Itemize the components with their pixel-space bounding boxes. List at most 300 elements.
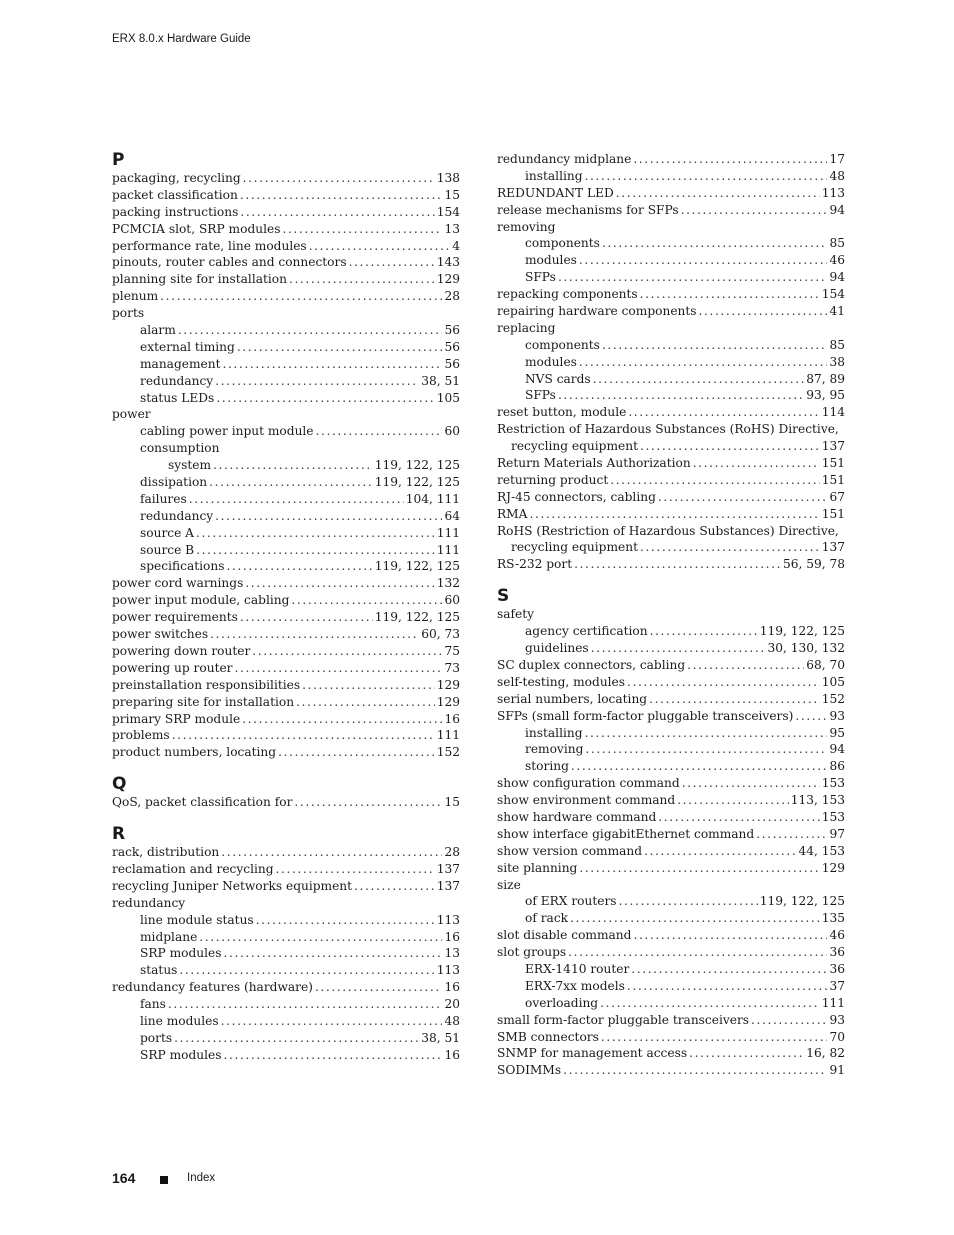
entry-term: performance rate, line modules	[112, 238, 307, 253]
index-subentry	[497, 269, 845, 286]
index-subentry	[497, 978, 845, 995]
footer-section-name: Index	[187, 1172, 216, 1184]
index-entry	[497, 944, 845, 961]
dot-leader	[256, 912, 435, 929]
entry-term: SNMP for management access	[497, 1046, 688, 1061]
index-column-right	[497, 151, 845, 1079]
entry-term: primary SRP module	[112, 711, 241, 726]
entry-term: product numbers, locating	[112, 745, 277, 760]
index-entry	[497, 657, 845, 674]
entry-term: repacking components	[497, 287, 638, 302]
dot-leader	[245, 575, 434, 592]
entry-term: Return Materials Authorization	[497, 456, 691, 471]
entry-term: source B	[140, 542, 195, 557]
entry-page-ref: 113	[436, 963, 460, 978]
entry-term: power	[112, 407, 151, 422]
section-gap	[112, 761, 460, 775]
entry-term: RMA	[497, 506, 528, 521]
dot-leader	[568, 944, 827, 961]
entry-page-ref: 105	[436, 390, 460, 405]
entry-term: self-testing, modules	[497, 674, 626, 689]
dot-leader	[215, 373, 419, 390]
entry-term: guidelines	[525, 641, 589, 656]
index-entry	[497, 843, 845, 860]
entry-page-ref: 138	[436, 171, 460, 185]
entry-term: cabling power input module	[140, 424, 314, 439]
entry-page-ref: 86	[829, 759, 845, 774]
entry-term: components	[525, 236, 600, 251]
dot-leader	[681, 202, 828, 219]
index-subentry	[497, 640, 845, 657]
index-subentry	[497, 438, 845, 455]
index-column-left	[112, 151, 460, 1064]
entry-page-ref: 48	[829, 168, 845, 183]
dot-leader	[649, 691, 820, 708]
dot-leader	[224, 945, 443, 962]
entry-term: external timing	[140, 339, 235, 354]
entry-term: ERX-1410 router	[525, 961, 630, 976]
entry-page-ref: 105	[821, 674, 845, 689]
entry-term: recycling Juniper Networks equipment	[112, 878, 353, 893]
dot-leader	[602, 235, 828, 252]
dot-leader	[682, 775, 820, 792]
index-subentry	[497, 961, 845, 978]
entry-page-ref: 4	[452, 238, 460, 253]
entry-page-ref: 137	[436, 878, 460, 893]
entry-term: alarm	[140, 323, 176, 338]
index-subentry	[112, 1030, 460, 1047]
index-entry	[497, 219, 845, 236]
index-entry	[497, 151, 845, 168]
entry-term: replacing	[497, 320, 556, 335]
entry-term: SODIMMs	[497, 1063, 562, 1078]
entry-term: of rack	[525, 911, 569, 926]
index-subentry	[497, 741, 845, 758]
dot-leader	[627, 978, 828, 995]
index-subentry	[112, 390, 460, 407]
entry-page-ref: 137	[821, 540, 845, 555]
dot-leader	[296, 694, 435, 711]
entry-term: removing	[525, 742, 584, 757]
dot-leader	[633, 927, 827, 944]
entry-page-ref: 119, 122, 125	[374, 559, 460, 574]
index-entry	[112, 979, 460, 996]
entry-term: SFPs	[525, 270, 556, 285]
dot-leader	[349, 254, 435, 271]
entry-term: SFPs (small form-factor pluggable transceivers)	[497, 708, 794, 723]
index-entry	[497, 877, 845, 894]
dot-leader	[699, 303, 828, 320]
dot-leader	[591, 640, 766, 657]
entry-page-ref: 38	[829, 354, 845, 369]
index-subentry	[112, 373, 460, 390]
dot-leader	[585, 168, 828, 185]
entry-term: release mechanisms for SFPs	[497, 202, 679, 217]
entry-page-ref: 20	[444, 997, 460, 1012]
dot-leader	[189, 491, 404, 508]
index-entry	[497, 809, 845, 826]
entry-page-ref: 129	[821, 860, 845, 875]
entry-term: packing instructions	[112, 204, 239, 219]
index-entry	[112, 711, 460, 728]
entry-term: RJ-45 connectors, cabling	[497, 489, 656, 504]
index-entry	[112, 288, 460, 305]
entry-page-ref: 48	[444, 1013, 460, 1028]
entry-page-ref: 16	[444, 711, 460, 726]
entry-page-ref: 111	[436, 525, 460, 540]
entry-term: serial numbers, locating	[497, 691, 648, 706]
entry-term: redundancy midplane	[497, 152, 632, 166]
dot-leader	[240, 204, 434, 221]
entry-term: REDUNDANT LED	[497, 185, 614, 200]
index-entry	[497, 286, 845, 303]
index-entry	[497, 421, 845, 438]
index-subentry	[112, 339, 460, 356]
index-entry	[112, 170, 460, 187]
entry-term: RS-232 port	[497, 557, 573, 572]
footer-square-bullet	[160, 1176, 168, 1184]
entry-page-ref: 60	[444, 593, 460, 608]
entry-page-ref: 15	[444, 187, 460, 202]
entry-term: specifications	[140, 559, 225, 574]
dot-leader	[174, 1030, 419, 1047]
entry-page-ref: 56	[444, 356, 460, 371]
entry-page-ref: 113	[436, 912, 460, 927]
index-subentry	[112, 440, 460, 457]
entry-page-ref: 16	[444, 1047, 460, 1062]
dot-leader	[640, 539, 820, 556]
entry-page-ref: 41	[829, 304, 845, 319]
entry-page-ref: 111	[436, 728, 460, 743]
entry-page-ref: 73	[444, 660, 460, 675]
entry-page-ref: 151	[821, 506, 845, 521]
entry-page-ref: 67	[829, 489, 845, 504]
dot-leader	[242, 711, 442, 728]
entry-page-ref: 70	[829, 1029, 845, 1044]
entry-term: show version command	[497, 843, 643, 858]
entry-term: preparing site for installation	[112, 694, 295, 709]
dot-leader	[693, 455, 820, 472]
entry-page-ref: 152	[821, 691, 845, 706]
index-subentry	[112, 945, 460, 962]
entry-page-ref: 13	[444, 221, 460, 236]
index-entry	[112, 744, 460, 761]
index-subentry	[112, 474, 460, 491]
index-entry	[497, 202, 845, 219]
entry-page-ref: 119, 122, 125	[374, 458, 460, 473]
index-entry	[112, 609, 460, 626]
entry-term: power input module, cabling	[112, 593, 290, 608]
dot-leader	[316, 423, 443, 440]
entry-term: preinstallation responsibilities	[112, 677, 301, 692]
index-subentry	[112, 508, 460, 525]
entry-term: removing	[497, 219, 556, 234]
index-entry	[497, 1029, 845, 1046]
dot-leader	[585, 741, 827, 758]
entry-term: redundancy	[112, 895, 186, 910]
dot-leader	[160, 288, 442, 305]
entry-page-ref: 68, 70	[806, 657, 845, 672]
entry-term: storing	[525, 759, 569, 774]
index-entry	[497, 792, 845, 809]
index-entry	[497, 775, 845, 792]
index-entry	[112, 575, 460, 592]
entry-page-ref: 75	[444, 643, 460, 658]
entry-page-ref: 114	[821, 405, 845, 420]
index-letter-heading: P	[112, 150, 125, 170]
entry-term: SMB connectors	[497, 1029, 599, 1044]
dot-leader	[168, 996, 443, 1013]
index-subentry	[497, 539, 845, 556]
entry-page-ref: 94	[829, 270, 845, 285]
entry-page-ref: 154	[436, 204, 460, 219]
running-header: ERX 8.0.x Hardware Guide	[112, 33, 251, 45]
index-subentry	[497, 623, 845, 640]
dot-leader	[240, 609, 373, 626]
dot-leader	[294, 794, 442, 811]
entry-page-ref: 104, 111	[405, 491, 460, 506]
index-entry	[112, 221, 460, 238]
index-subentry	[112, 929, 460, 946]
dot-leader	[689, 1045, 804, 1062]
index-entry	[497, 556, 845, 573]
dot-leader	[291, 592, 442, 609]
entry-term: line modules	[140, 1013, 219, 1028]
index-subentry	[112, 356, 460, 373]
dot-leader	[633, 151, 827, 168]
entry-page-ref: 64	[444, 508, 460, 523]
entry-page-ref: 85	[829, 236, 845, 251]
dot-leader	[172, 727, 435, 744]
dot-leader	[585, 725, 828, 742]
dot-leader	[628, 404, 819, 421]
index-letter-heading: Q	[112, 774, 127, 795]
dot-leader	[216, 390, 434, 407]
entry-term: recycling equipment	[511, 439, 638, 454]
dot-leader	[243, 170, 435, 187]
dot-leader	[677, 792, 789, 809]
dot-leader	[199, 929, 442, 946]
index-entry	[112, 187, 460, 204]
entry-term: of ERX routers	[525, 894, 617, 909]
dot-leader	[221, 1013, 443, 1030]
index-subentry	[497, 337, 845, 354]
entry-page-ref: 119, 122, 125	[374, 610, 460, 625]
entry-term: status LEDs	[140, 390, 215, 405]
entry-term: line module status	[140, 912, 254, 927]
entry-page-ref: 56	[444, 323, 460, 338]
entry-page-ref: 30, 130, 132	[767, 641, 845, 656]
entry-page-ref: 94	[829, 742, 845, 757]
entry-page-ref: 97	[829, 826, 845, 841]
entry-page-ref: 151	[821, 456, 845, 471]
dot-leader	[179, 962, 434, 979]
index-subentry	[497, 354, 845, 371]
entry-page-ref: 143	[436, 255, 460, 270]
entry-term: power cord warnings	[112, 576, 244, 591]
entry-page-ref: 60, 73	[421, 627, 460, 642]
entry-page-ref: 93, 95	[806, 388, 845, 403]
index-subentry	[112, 1047, 460, 1064]
dot-leader	[756, 826, 827, 843]
dot-leader	[627, 674, 820, 691]
dot-leader	[579, 354, 828, 371]
entry-page-ref: 154	[821, 287, 845, 302]
dot-leader	[215, 508, 442, 525]
index-entry	[497, 691, 845, 708]
index-entry	[497, 1012, 845, 1029]
dot-leader	[210, 626, 419, 643]
dot-leader	[631, 961, 827, 978]
index-entry	[497, 320, 845, 337]
entry-term: PCMCIA slot, SRP modules	[112, 221, 281, 236]
entry-page-ref: 46	[829, 928, 845, 943]
entry-term: show configuration command	[497, 776, 680, 791]
entry-page-ref: 137	[821, 439, 845, 454]
dot-leader	[309, 238, 451, 255]
entry-page-ref: 119, 122, 125	[374, 475, 460, 490]
entry-term: powering up router	[112, 660, 233, 675]
index-subentry	[497, 995, 845, 1012]
index-entry	[112, 271, 460, 288]
entry-page-ref: 95	[829, 725, 845, 740]
page-number: 164	[112, 1170, 136, 1186]
entry-term: show environment command	[497, 793, 676, 808]
dot-leader	[795, 708, 827, 725]
entry-page-ref: 38, 51	[421, 373, 460, 388]
index-entry	[112, 660, 460, 677]
dot-leader	[196, 525, 435, 542]
entry-page-ref: 93	[829, 1012, 845, 1027]
entry-page-ref: 94	[829, 202, 845, 217]
index-entry	[112, 878, 460, 895]
dot-leader	[640, 286, 820, 303]
index-subentry	[112, 558, 460, 575]
entry-term: modules	[525, 253, 577, 268]
index-entry	[497, 606, 845, 623]
index-subentry	[497, 371, 845, 388]
dot-leader	[240, 187, 443, 204]
entry-page-ref: 36	[829, 945, 845, 960]
entry-term: site planning	[497, 860, 578, 875]
entry-term: SFPs	[525, 388, 556, 403]
entry-page-ref: 38, 51	[421, 1030, 460, 1045]
index-subentry	[497, 252, 845, 269]
entry-term: powering down router	[112, 643, 251, 658]
entry-term: reset button, module	[497, 405, 627, 420]
entry-term: modules	[525, 354, 577, 369]
entry-page-ref: 153	[821, 776, 845, 791]
dot-leader	[751, 1012, 827, 1029]
index-subentry	[112, 457, 460, 474]
index-subentry	[112, 542, 460, 559]
entry-term: ERX-7xx models	[525, 978, 625, 993]
index-entry	[112, 727, 460, 744]
entry-term: redundancy	[140, 373, 214, 388]
index-entry	[112, 895, 460, 912]
dot-leader	[302, 677, 435, 694]
index-subentry	[112, 525, 460, 542]
entry-term: consumption	[140, 441, 220, 456]
entry-page-ref: 13	[444, 946, 460, 961]
dot-leader	[574, 556, 781, 573]
entry-term: rack, distribution	[112, 845, 220, 860]
dot-leader	[276, 861, 435, 878]
index-subentry	[112, 996, 460, 1013]
index-entry	[112, 794, 460, 811]
dot-leader	[644, 843, 796, 860]
index-subentry	[497, 725, 845, 742]
dot-leader	[610, 472, 820, 489]
entry-page-ref: 119, 122, 125	[759, 624, 845, 639]
index-entry	[497, 185, 845, 202]
entry-term: dissipation	[140, 475, 208, 490]
index-subentry	[497, 168, 845, 185]
index-subentry	[112, 491, 460, 508]
entry-term: packaging, recycling	[112, 171, 241, 185]
index-entry	[497, 1062, 845, 1079]
entry-page-ref: 46	[829, 253, 845, 268]
index-entry	[112, 844, 460, 861]
entry-term: safety	[497, 607, 535, 622]
section-gap	[497, 573, 845, 587]
index-entry	[497, 472, 845, 489]
index-entry	[497, 927, 845, 944]
index-subentry	[112, 423, 460, 440]
dot-leader	[658, 489, 828, 506]
index-entry	[112, 254, 460, 271]
dot-leader	[354, 878, 435, 895]
entry-term: SRP modules	[140, 1047, 222, 1062]
entry-term: QoS, packet classification for	[112, 795, 293, 810]
dot-leader	[658, 809, 819, 826]
index-entry	[112, 592, 460, 609]
entry-term: overloading	[525, 995, 599, 1010]
entry-term: redundancy	[140, 508, 214, 523]
entry-term: returning product	[497, 472, 609, 487]
entry-page-ref: 17	[829, 152, 845, 166]
entry-page-ref: 37	[829, 978, 845, 993]
entry-page-ref: 16	[444, 980, 460, 995]
dot-leader	[570, 910, 820, 927]
dot-leader	[315, 979, 443, 996]
entry-term: ports	[140, 1030, 173, 1045]
entry-term: problems	[112, 728, 170, 743]
entry-term: NVS cards	[525, 371, 591, 386]
entry-page-ref: 87, 89	[806, 371, 845, 386]
entry-page-ref: 16, 82	[806, 1046, 845, 1061]
index-entry	[497, 860, 845, 877]
index-entry	[497, 523, 845, 540]
index-entry	[112, 406, 460, 423]
entry-page-ref: 44, 153	[798, 843, 845, 858]
dot-leader	[209, 474, 373, 491]
entry-term: power requirements	[112, 610, 238, 625]
index-subentry	[497, 758, 845, 775]
dot-leader	[579, 252, 828, 269]
dot-leader	[235, 660, 443, 677]
index-subentry	[497, 893, 845, 910]
index-entry	[112, 238, 460, 255]
entry-page-ref: 56	[444, 339, 460, 354]
entry-term: management	[140, 356, 221, 371]
entry-page-ref: 15	[444, 795, 460, 810]
dot-leader	[601, 1029, 828, 1046]
dot-leader	[178, 322, 443, 339]
entry-term: reclamation and recycling	[112, 861, 274, 876]
entry-term: size	[497, 877, 521, 892]
entry-term: fans	[140, 997, 166, 1012]
